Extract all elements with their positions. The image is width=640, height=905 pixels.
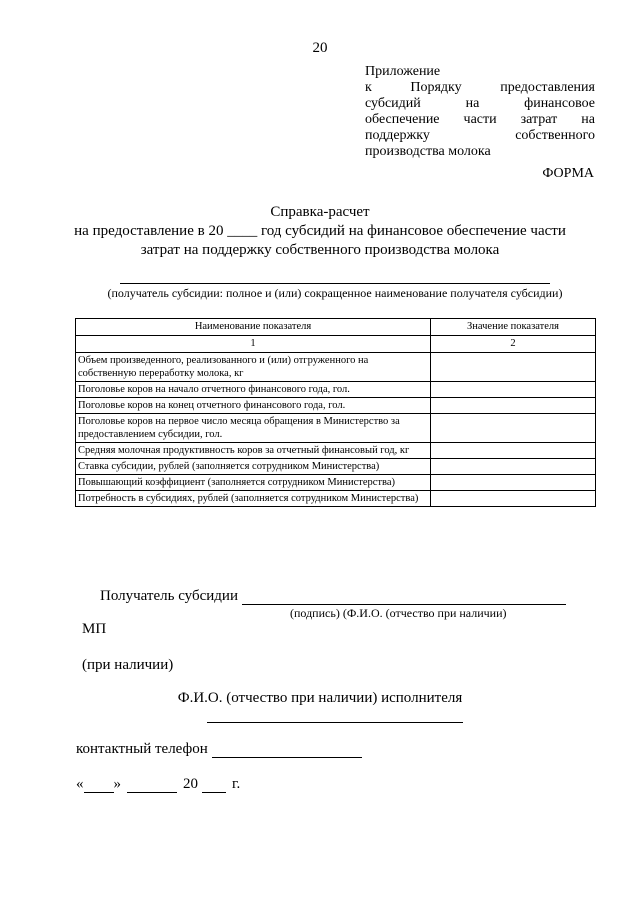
table-row	[76, 382, 596, 398]
date-year-line	[202, 777, 226, 793]
appendix-word: поддержку	[365, 128, 430, 143]
appendix-word: к	[365, 80, 372, 95]
date-year-prefix: 20	[183, 776, 198, 792]
indicator-name-cell: Средняя молочная продуктивность коров за отчетный финансовый год, кг	[76, 443, 431, 459]
column-number-1: 1	[76, 336, 431, 353]
page-number: 20	[312, 40, 328, 56]
indicator-name-cell: Потребность в субсидиях, рублей (заполняется сотрудником Министерства)	[76, 491, 431, 507]
column-number-2: 2	[431, 336, 596, 353]
appendix-line	[365, 128, 595, 144]
date-row	[76, 776, 240, 793]
appendix-word: собственного	[515, 128, 595, 143]
date-year-suffix: г.	[232, 776, 241, 792]
appendix-word: затрат	[520, 112, 558, 127]
appendix-word: Порядку	[410, 80, 462, 95]
appendix-word: субсидий	[365, 96, 421, 111]
appendix-line	[365, 144, 595, 160]
signature-caption: (подпись) (Ф.И.О. (отчество при наличии)	[290, 606, 507, 620]
indicators-table	[75, 318, 596, 507]
appendix-word: на	[581, 112, 595, 127]
signature-label: Получатель субсидии	[100, 588, 238, 604]
appendix-line	[365, 112, 595, 128]
stamp-note: (при наличии)	[82, 657, 174, 673]
title-line-1: Справка-расчет	[270, 204, 370, 220]
table-row	[76, 475, 596, 491]
table-row	[76, 414, 596, 443]
table-number-row	[76, 336, 596, 353]
table-row	[76, 459, 596, 475]
signature-line	[242, 589, 566, 605]
indicator-name-cell: Ставка субсидии, рублей (заполняется сотрудником Министерства)	[76, 459, 431, 475]
executor-label: Ф.И.О. (отчество при наличии) исполнителя	[177, 690, 463, 706]
indicator-name-cell: Повышающий коэффициент (заполняется сотрудником Министерства)	[76, 475, 431, 491]
date-month-line	[127, 777, 177, 793]
table-header-row	[76, 319, 596, 336]
stamp-label: МП	[82, 621, 107, 637]
table-header-name: Наименование показателя	[76, 319, 431, 336]
recipient-caption: (получатель субсидии: полное и (или) сокращенное наименование получателя субсидии)	[107, 286, 563, 300]
date-open-quote: «	[76, 776, 84, 792]
table-row	[76, 491, 596, 507]
table-row	[76, 353, 596, 382]
appendix-line	[365, 80, 595, 96]
appendix-line	[365, 96, 595, 112]
indicator-value-cell	[431, 382, 596, 398]
executor-line	[207, 722, 463, 723]
phone-line	[212, 742, 362, 758]
indicator-name-cell: Поголовье коров на первое число месяца обращения в Министерство за предоставлением субсидии, гол.	[76, 414, 431, 443]
form-label: ФОРМА	[542, 166, 594, 181]
date-close-quote: »	[113, 776, 121, 792]
appendix-word: производства молока	[365, 144, 491, 159]
indicator-value-cell	[431, 491, 596, 507]
table-row	[76, 398, 596, 414]
title-line-3: затрат на поддержку собственного производства молока	[140, 242, 500, 258]
appendix-word: предоставления	[500, 80, 595, 95]
phone-row	[76, 741, 362, 758]
indicator-value-cell	[431, 443, 596, 459]
indicator-value-cell	[431, 398, 596, 414]
indicator-name-cell: Объем произведенного, реализованного и (или) отгруженного на собственную переработку молока, кг	[76, 353, 431, 382]
appendix-word: Приложение	[365, 64, 441, 79]
indicator-value-cell	[431, 353, 596, 382]
signature-row	[100, 588, 566, 605]
table-header-value: Значение показателя	[431, 319, 596, 336]
indicator-value-cell	[431, 414, 596, 443]
appendix-word: на	[465, 96, 480, 111]
phone-label: контактный телефон	[76, 741, 208, 757]
table-row	[76, 443, 596, 459]
indicator-name-cell: Поголовье коров на конец отчетного финансового года, гол.	[76, 398, 431, 414]
appendix-block	[365, 64, 595, 160]
document-title	[0, 203, 640, 260]
appendix-word: обеспечение	[365, 112, 440, 127]
appendix-line	[365, 64, 595, 80]
appendix-word: финансовое	[524, 96, 595, 111]
indicator-name-cell: Поголовье коров на начало отчетного финансового года, гол.	[76, 382, 431, 398]
indicator-value-cell	[431, 475, 596, 491]
title-line-2: на предоставление в 20 ____ год субсидий на финансовое обеспечение части	[74, 223, 566, 239]
recipient-name-line	[120, 283, 550, 284]
indicator-value-cell	[431, 459, 596, 475]
date-day-line	[84, 777, 114, 793]
appendix-word: части	[463, 112, 497, 127]
